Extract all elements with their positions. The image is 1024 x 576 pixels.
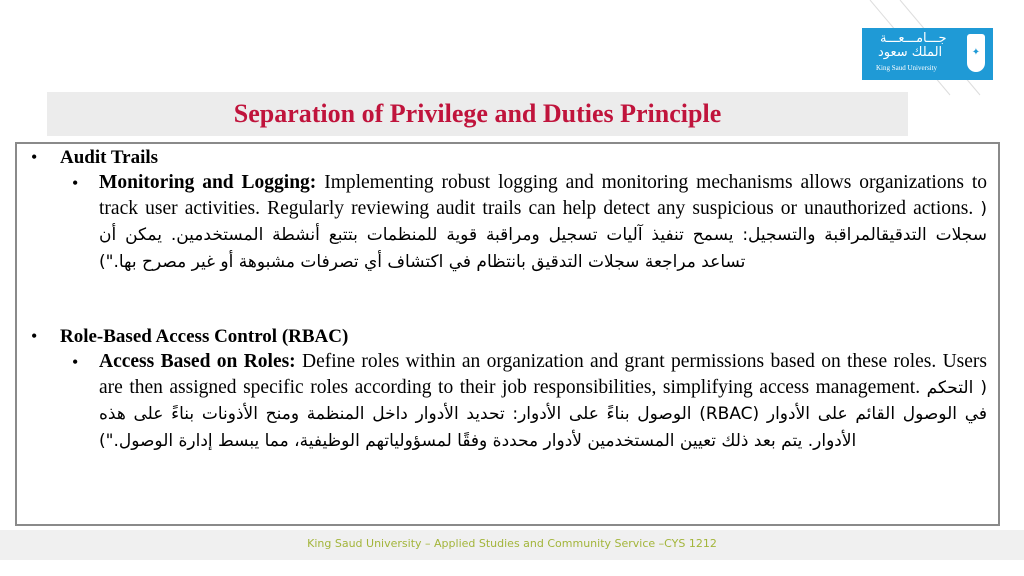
sub-bullet: •: [72, 173, 79, 193]
shield-icon: ✦: [967, 34, 985, 72]
item-label: Access Based on Roles:: [99, 351, 296, 372]
section-heading-audit-trails: Audit Trails: [60, 147, 159, 168]
item-arabic: ( التحكم في الوصول القائم على الأدوار (RBAC) الوصول بناءً على الأدوار: تحديد الأدوار داخل المنظمة ومنح الأذونات بناءً على هذه الأدوار. يتم بعد ذلك تعيين المستخدمين لأدوار محددة وفقًا لمسؤولياتهم الوظيفية، مما يبسط إدارة الوصول."): [99, 377, 987, 451]
logo-arabic-line1: جـــامـــعـــة: [880, 31, 947, 46]
logo-arabic-line2: الملك سعود: [878, 45, 943, 60]
item-text: Implementing robust logging and monitoring mechanisms allows organizations to track user activities. Regularly reviewing audit trails can help detect any suspicious or unauthorized actions.: [99, 172, 987, 219]
title-bar: [47, 92, 908, 136]
access-roles-paragraph: [99, 349, 987, 454]
item-arabic: ( سجلات التدقيقالمراقبة والتسجيل: يسمح تنفيذ آليات تسجيل ومراقبة قوية للمنظمات بتتبع أنشطة المستخدمين. يمكن أن تساعد مراجعة سجلات التدقيق بانتظام في اكتشاف أي تصرفات مشبوهة أو غير مصرح بها."): [99, 198, 987, 272]
item-text: Define roles within an organization and grant permissions based on these roles. Users are then assigned specific roles according to their job responsibilities, simplifying access management.: [99, 351, 987, 398]
monitoring-logging-paragraph: [99, 170, 987, 275]
footer: [0, 530, 1024, 560]
sub-bullet: •: [72, 352, 79, 372]
bullet: •: [31, 326, 38, 346]
content-box: [15, 142, 1000, 526]
item-label: Monitoring and Logging:: [99, 172, 317, 193]
logo-english: King Saud University: [876, 64, 938, 72]
section-heading-rbac: Role-Based Access Control (RBAC): [60, 326, 349, 347]
bullet: •: [31, 147, 38, 167]
slide-title: Separation of Privilege and Duties Principle: [233, 99, 722, 128]
university-logo: [862, 28, 993, 80]
footer-text: King Saud University – Applied Studies and Community Service –CYS 1212: [307, 537, 717, 550]
